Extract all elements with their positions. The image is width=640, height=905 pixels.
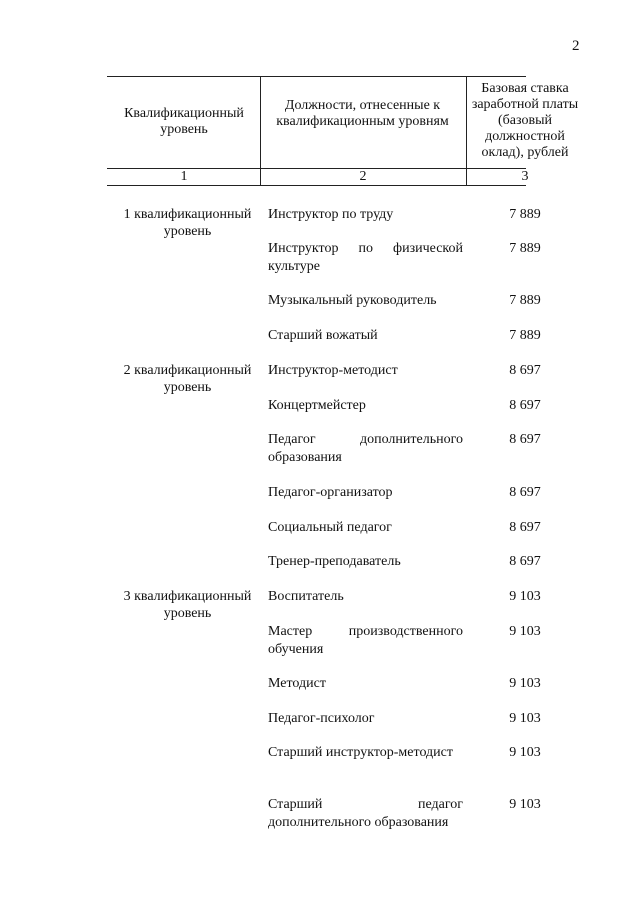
- column-number: 2: [359, 169, 367, 184]
- column-number: 1: [180, 169, 188, 184]
- column-numbers-rule: [107, 185, 526, 186]
- column-divider: [260, 76, 261, 185]
- rate-value: 9 103: [509, 711, 541, 726]
- rate-value: 8 697: [509, 485, 541, 500]
- position-name: Тренер-преподаватель: [268, 554, 401, 569]
- rate-value: 9 103: [509, 797, 541, 812]
- rate-value: 7 889: [509, 328, 541, 343]
- rate-value: 7 889: [509, 293, 541, 308]
- rate-value: 7 889: [509, 207, 541, 222]
- rate-value: 8 697: [509, 363, 541, 378]
- position-name: Концертмейстер: [268, 398, 366, 413]
- position-name: Педагог-психолог: [268, 711, 375, 726]
- header-rate: Базовая ставка заработной платы (базовый должностной оклад), рублей: [471, 81, 579, 160]
- position-name: Методист: [268, 676, 326, 691]
- position-name: Старший педагог дополнительного образования: [268, 797, 463, 830]
- rate-value: 9 103: [509, 745, 541, 760]
- position-name: Педагог-организатор: [268, 485, 393, 500]
- position-name: Инструктор-методист: [268, 363, 398, 378]
- rate-value: 8 697: [509, 520, 541, 535]
- rate-value: 9 103: [509, 624, 541, 639]
- header-position: Должности, отнесенные к квалификационным уровням: [276, 98, 449, 129]
- rate-value: 9 103: [509, 589, 541, 604]
- position-name: Социальный педагог: [268, 520, 392, 535]
- position-name: Инструктор по труду: [268, 207, 394, 222]
- column-number: 3: [521, 169, 529, 184]
- rate-value: 8 697: [509, 398, 541, 413]
- level-label: 2 квалификационный уровень: [123, 363, 252, 395]
- position-name: Мастер производственного обучения: [268, 624, 463, 657]
- rate-value: 7 889: [509, 241, 541, 256]
- rate-value: 8 697: [509, 554, 541, 569]
- position-name: Инструктор по физической культуре: [268, 241, 463, 274]
- rate-value: 9 103: [509, 676, 541, 691]
- level-label: 3 квалификационный уровень: [123, 589, 252, 621]
- header-level: Квалификационный уровень: [124, 106, 244, 137]
- table-top-rule: [107, 76, 526, 77]
- level-label: 1 квалификационный уровень: [123, 207, 252, 239]
- position-name: Старший вожатый: [268, 328, 378, 343]
- rate-value: 8 697: [509, 432, 541, 447]
- position-name: Педагог дополнительного образования: [268, 432, 463, 465]
- page-number: 2: [572, 38, 580, 54]
- column-divider: [466, 76, 467, 185]
- position-name: Воспитатель: [268, 589, 344, 604]
- position-name: Старший инструктор-методист: [268, 745, 453, 760]
- position-name: Музыкальный руководитель: [268, 293, 437, 308]
